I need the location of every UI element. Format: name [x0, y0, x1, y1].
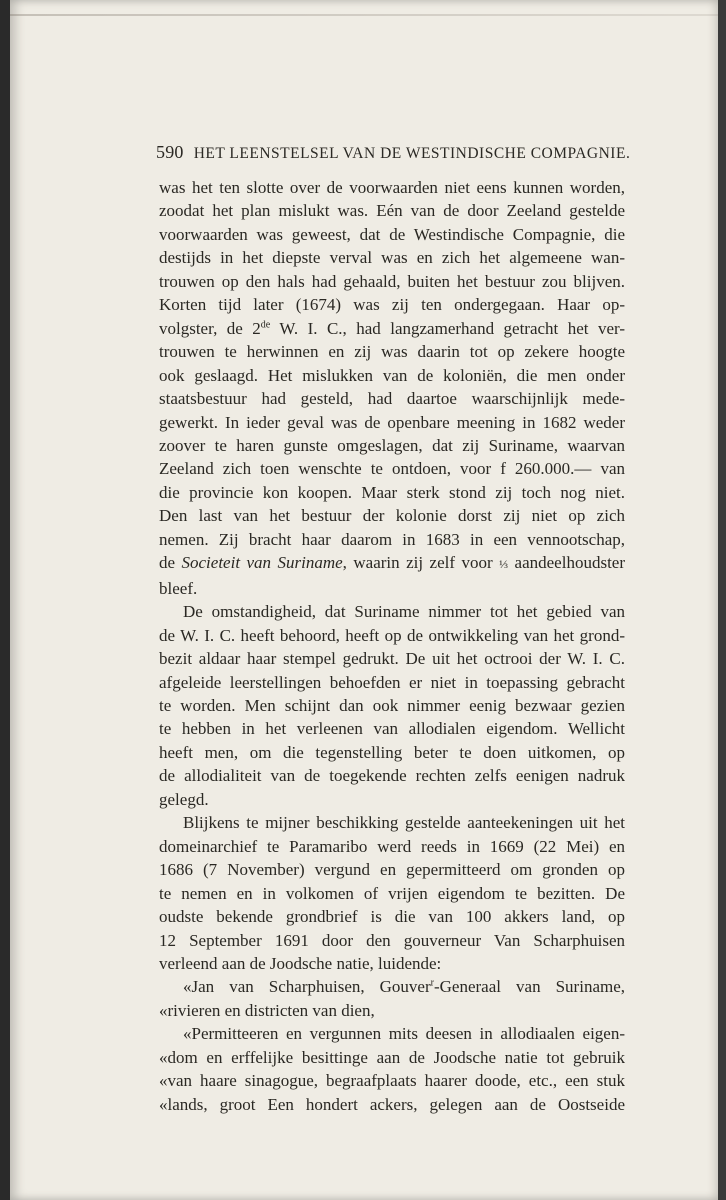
paragraph-2: [159, 600, 625, 811]
text-line: de W. I. C. heeft behoord, heeft op de ontwikkeling van het grond-: [159, 625, 625, 645]
text-line: Zeeland zich toen wenschte te ontdoen, voor f 260.000.— van: [159, 459, 625, 479]
text-line: de allodialiteit van de toegekende rechten zelfs eenigen nadruk: [159, 766, 625, 786]
text-line: «Permitteeren en vergunnen mits deesen in allodiaalen eigen-: [183, 1024, 625, 1044]
text-line: verleend aan de Joodsche natie, luidende:: [159, 953, 442, 973]
text-line: domeinarchief te Paramaribo werd reeds in 1669 (22 Mei) en: [159, 836, 625, 856]
text-line: gewerkt. In ieder geval was de openbare meening in 1682 weder: [159, 412, 625, 432]
book-page: [10, 0, 718, 1200]
quote-heading: [159, 975, 625, 1022]
text-line: Blijkens te mijner beschikking gestelde aanteekeningen uit het: [183, 813, 625, 833]
quote-body: [159, 1022, 625, 1116]
text-line: te nemen en in volkomen of vrijen eigendom te bezitten. De: [159, 883, 625, 903]
text-line: te hebben in het verleenen van allodialen eigendom. Wellicht: [159, 719, 625, 739]
running-head: [156, 142, 631, 163]
text-line: Den last van het bestuur der kolonie dorst zij niet op zich: [159, 506, 625, 526]
text-line: «van haare sinagogue, begraafplaats haarer doode, etc., een stuk: [159, 1071, 625, 1091]
text-line: [159, 551, 625, 576]
page-number: 590: [156, 142, 184, 162]
running-head-title: HET LEENSTELSEL VAN DE WESTINDISCHE COMPAGNIE.: [193, 145, 631, 162]
text-line: [159, 317, 625, 340]
text-line: «dom en erffelijke besittinge aan de Joodsche natie tot gebruik: [159, 1047, 625, 1067]
text-fragment: -Generaal van Suriname,: [433, 977, 626, 997]
text-line: afgeleide leerstellingen behoefden er niet in toepassing gebracht: [159, 672, 625, 692]
body-text: [159, 176, 625, 1116]
text-line: zoover te haren gunste omgeslagen, dat zij Suriname, waarvan: [159, 435, 625, 455]
text-line: [159, 975, 625, 998]
text-line: «rivieren en districten van dien,: [159, 1000, 375, 1020]
text-line: heeft men, om die tegenstelling beter te doen uitkomen, op: [159, 742, 625, 762]
superscript: de: [260, 319, 271, 331]
paragraph-3: [159, 811, 625, 975]
fraction: ⅓: [499, 557, 509, 572]
text-line: 12 September 1691 door den gouverneur Van Scharphuisen: [159, 930, 625, 950]
text-line: destijds in het diepste verval was en zich het algemeene wan-: [159, 248, 625, 268]
text-fragment: de: [159, 553, 182, 573]
page-top-edge: [10, 14, 718, 16]
text-line: bleef.: [159, 578, 198, 598]
text-fragment: W. I. C., had langzamerhand getracht het ver-: [270, 318, 625, 338]
text-line: nemen. Zij bracht haar daarom in 1683 in een vennootschap,: [159, 529, 625, 549]
text-line: die provincie kon koopen. Maar sterk stond zij toch nog niet.: [159, 482, 625, 502]
italic-title: Societeit van Suriname: [181, 553, 343, 573]
text-line: De omstandigheid, dat Suriname nimmer tot het gebied van: [183, 602, 625, 622]
text-line: trouwen op den hals had gehaald, buiten het bestuur zou blijven.: [159, 271, 625, 291]
paragraph-1: [159, 176, 625, 600]
text-line: was het ten slotte over de voorwaarden niet eens kunnen worden,: [159, 178, 625, 197]
text-line: staatsbestuur had gesteld, had daartoe waarschijnlijk mede-: [159, 389, 625, 409]
text-line: «lands, groot Een hondert ackers, gelegen aan de Oostseide: [159, 1094, 625, 1114]
text-fragment: volgster, de 2: [159, 318, 261, 338]
text-fragment: «Jan van Scharphuisen, Gouver: [183, 977, 431, 997]
text-line: ook geslaagd. Het mislukken van de koloniën, die men onder: [159, 365, 625, 385]
text-line: 1686 (7 November) vergund en gepermitteerd om gronden op: [159, 860, 625, 880]
text-line: te worden. Men schijnt dan ook nimmer eenig bezwaar gezien: [159, 695, 625, 715]
text-line: oudste bekende grondbrief is die van 100 akkers land, op: [159, 907, 625, 927]
text-line: zoodat het plan mislukt was. Eén van de door Zeeland gestelde: [159, 201, 625, 221]
text-line: trouwen te herwinnen en zij was daarin tot op zekere hoogte: [159, 342, 625, 362]
text-line: bezit aldaar haar stempel gedrukt. De uit het octrooi der W. I. C.: [159, 649, 625, 669]
text-fragment: aandeelhoudster: [508, 553, 626, 573]
text-line: Korten tijd later (1674) was zij ten ondergegaan. Haar op-: [159, 295, 625, 315]
text-line: gelegd.: [159, 789, 209, 809]
superscript: r: [430, 977, 434, 989]
text-fragment: , waarin zij zelf voor: [342, 553, 500, 573]
text-line: voorwaarden was geweest, dat de Westindische Compagnie, die: [159, 224, 625, 244]
